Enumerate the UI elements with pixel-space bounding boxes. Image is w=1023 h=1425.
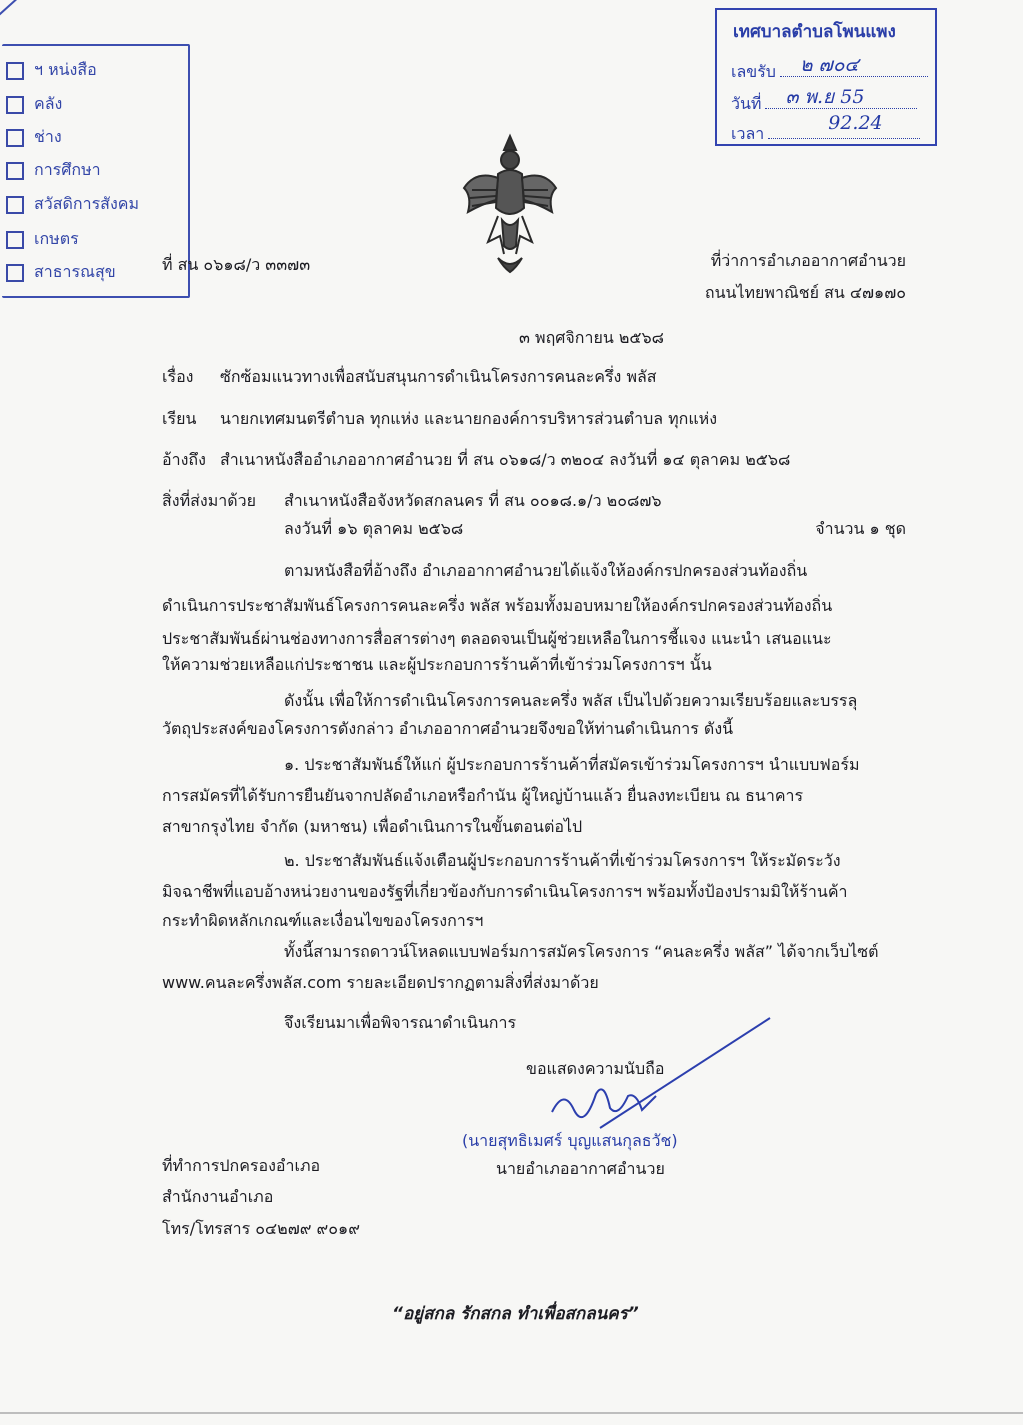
subject-text: ซักซ้อมแนวทางเพื่อสนับสนุนการดำเนินโครงการคนละครึ่ง พลัส [220, 367, 657, 386]
routing-item-label: สวัสดิการสังคม [34, 194, 139, 213]
body-line: ให้ความช่วยเหลือแก่ประชาชน และผู้ประกอบการร้านค้าที่เข้าร่วมโครงการฯ นั้น [162, 655, 712, 674]
body-line: สาขากรุงไทย จำกัด (มหาชน) เพื่อดำเนินการในขั้นตอนต่อไป [162, 817, 583, 836]
signature-scribble-icon [500, 1010, 790, 1140]
signer-name: (นายสุทธิเมศร์ บุญแสนกุลธวัช) [462, 1131, 678, 1150]
body-line: ทั้งนี้สามารถดาวน์โหลดแบบฟอร์มการสมัครโครงการ “คนละครึ่ง พลัส” ได้จากเว็บไซต์ [284, 942, 879, 961]
subject-label: เรื่อง [162, 367, 194, 386]
issuer-address-line-2: ถนนไทยพาณิชย์ สน ๔๗๑๗๐ [704, 283, 906, 302]
refer-label: อ้างถึง [162, 450, 206, 469]
routing-item-label: สาธารณสุข [34, 262, 116, 281]
closing-text: ขอแสดงความนับถือ [526, 1059, 665, 1078]
body-line: กระทำผิดหลักเกณฑ์และเงื่อนไขของโครงการฯ [162, 911, 484, 930]
to-text: นายกเทศมนตรีตำบล ทุกแห่ง และนายกองค์การบริหารส่วนตำบล ทุกแห่ง [220, 409, 718, 428]
routing-item [6, 92, 62, 117]
signer-title: นายอำเภออากาศอำนวย [496, 1159, 665, 1178]
routing-stamp-mark [0, 0, 72, 24]
receipt-stamp-office: เทศบาลตำบลโพนแพง [733, 22, 896, 42]
body-line: ตามหนังสือที่อ้างถึง อำเภออากาศอำนวยได้แจ้งให้องค์กรปกครองส่วนท้องถิ่น [284, 561, 808, 580]
body-line: ประชาสัมพันธ์ผ่านช่องทางการสื่อสารต่างๆ ตลอดจนเป็นผู้ช่วยเหลือในการชี้แจง แนะนำ เสนอแนะ [162, 629, 832, 648]
receipt-date-row [731, 86, 917, 117]
body-line: จึงเรียนมาเพื่อพิจารณาดำเนินการ [284, 1013, 517, 1032]
checkbox-icon [6, 264, 24, 282]
routing-item-label: คลัง [34, 94, 63, 113]
receipt-date-label: วันที่ [731, 94, 762, 113]
body-line: การสมัครที่ได้รับการยืนยันจากปลัดอำเภอหรือกำนัน ผู้ใหญ่บ้านแล้ว ยื่นลงทะเบียน ณ ธนาคาร [162, 786, 804, 805]
department-phone: โทร/โทรสาร ๐๔๒๗๙ ๙๐๑๙ [162, 1219, 360, 1238]
refer-text: สำเนาหนังสืออำเภออากาศอำนวย ที่ สน ๐๖๑๘/ว ๓๒๐๔ ลงวันที่ ๑๔ ตุลาคม ๒๕๖๘ [220, 450, 791, 469]
receipt-time-row [731, 112, 920, 147]
body-line: www.คนละครึ่งพลัส.com รายละเอียดปรากฏตามสิ่งที่ส่งมาด้วย [162, 973, 599, 992]
body-line: ดังนั้น เพื่อให้การดำเนินโครงการคนละครึ่ง พลัส เป็นไปด้วยความเรียบร้อยและบรรลุ [284, 691, 858, 710]
checkbox-icon [6, 162, 24, 180]
body-line: ดำเนินการประชาสัมพันธ์โครงการคนละครึ่ง พลัส พร้อมทั้งมอบหมายให้องค์กรปกครองส่วนท้องถิ่น [162, 596, 833, 615]
attachment-label: สิ่งที่ส่งมาด้วย [162, 491, 256, 510]
body-line: มิจฉาชีพที่แอบอ้างหน่วยงานของรัฐที่เกี่ยวข้องกับการดำเนินโครงการฯ พร้อมทั้งป้องปรามมิให้ร้านค้า [162, 882, 848, 901]
body-line: ๒. ประชาสัมพันธ์แจ้งเตือนผู้ประกอบการร้านค้าที่เข้าร่วมโครงการฯ ให้ระมัดระวัง [284, 851, 841, 870]
footer-motto: “อยู่สกล รักสกล ทำเพื่อสกลนคร” [392, 1304, 639, 1324]
receipt-no-value: ๒ ๗๐๔ [799, 54, 859, 76]
receipt-time-label: เวลา [731, 124, 765, 143]
checkbox-icon [6, 231, 24, 249]
receipt-no-label: เลขรับ [731, 62, 776, 81]
receipt-time-value: 92.24 [828, 112, 883, 134]
routing-item-label: เกษตร [34, 229, 79, 248]
routing-item [6, 58, 97, 83]
checkbox-icon [6, 62, 24, 80]
body-line: ๑. ประชาสัมพันธ์ให้แก่ ผู้ประกอบการร้านค้าที่สมัครเข้าร่วมโครงการฯ นำแบบฟอร์ม [284, 755, 860, 774]
checkbox-icon [6, 96, 24, 114]
body-line: วัตถุประสงค์ของโครงการดังกล่าว อำเภออากาศอำนวยจึงขอให้ท่านดำเนินการ ดังนี้ [162, 719, 734, 738]
checkbox-icon [6, 129, 24, 147]
routing-item [6, 125, 62, 150]
routing-item-label: การศึกษา [34, 160, 101, 179]
reference-number: ที่ สน ๐๖๑๘/ว ๓๓๗๓ [162, 255, 311, 274]
department-line-2: สำนักงานอำเภอ [162, 1187, 274, 1206]
routing-item [6, 192, 139, 217]
receipt-stamp [715, 8, 937, 146]
attachment-line-2: ลงวันที่ ๑๖ ตุลาคม ๒๕๖๘ [284, 519, 464, 538]
page-edge [0, 1412, 1023, 1414]
routing-item-label: ฯ หน่งสือ [34, 60, 97, 79]
attachment-quantity: จำนวน ๑ ชุด [815, 519, 906, 538]
routing-item-label: ช่าง [34, 127, 62, 146]
garuda-emblem-icon [458, 130, 562, 276]
to-label: เรียน [162, 409, 197, 428]
routing-item [6, 158, 101, 183]
attachment-line-1: สำเนาหนังสือจังหวัดสกลนคร ที่ สน ๐๐๑๘.๑/ว ๒๐๘๗๖ [284, 491, 662, 510]
letter-date: ๓ พฤศจิกายน ๒๕๖๘ [519, 328, 665, 347]
department-line-1: ที่ทำการปกครองอำเภอ [162, 1156, 321, 1175]
receipt-date-value: ๓ พ.ย 55 [785, 86, 865, 108]
routing-item [6, 227, 79, 252]
checkbox-icon [6, 196, 24, 214]
routing-item [6, 260, 116, 285]
issuer-address-line-1: ที่ว่าการอำเภออากาศอำนวย [710, 251, 906, 270]
